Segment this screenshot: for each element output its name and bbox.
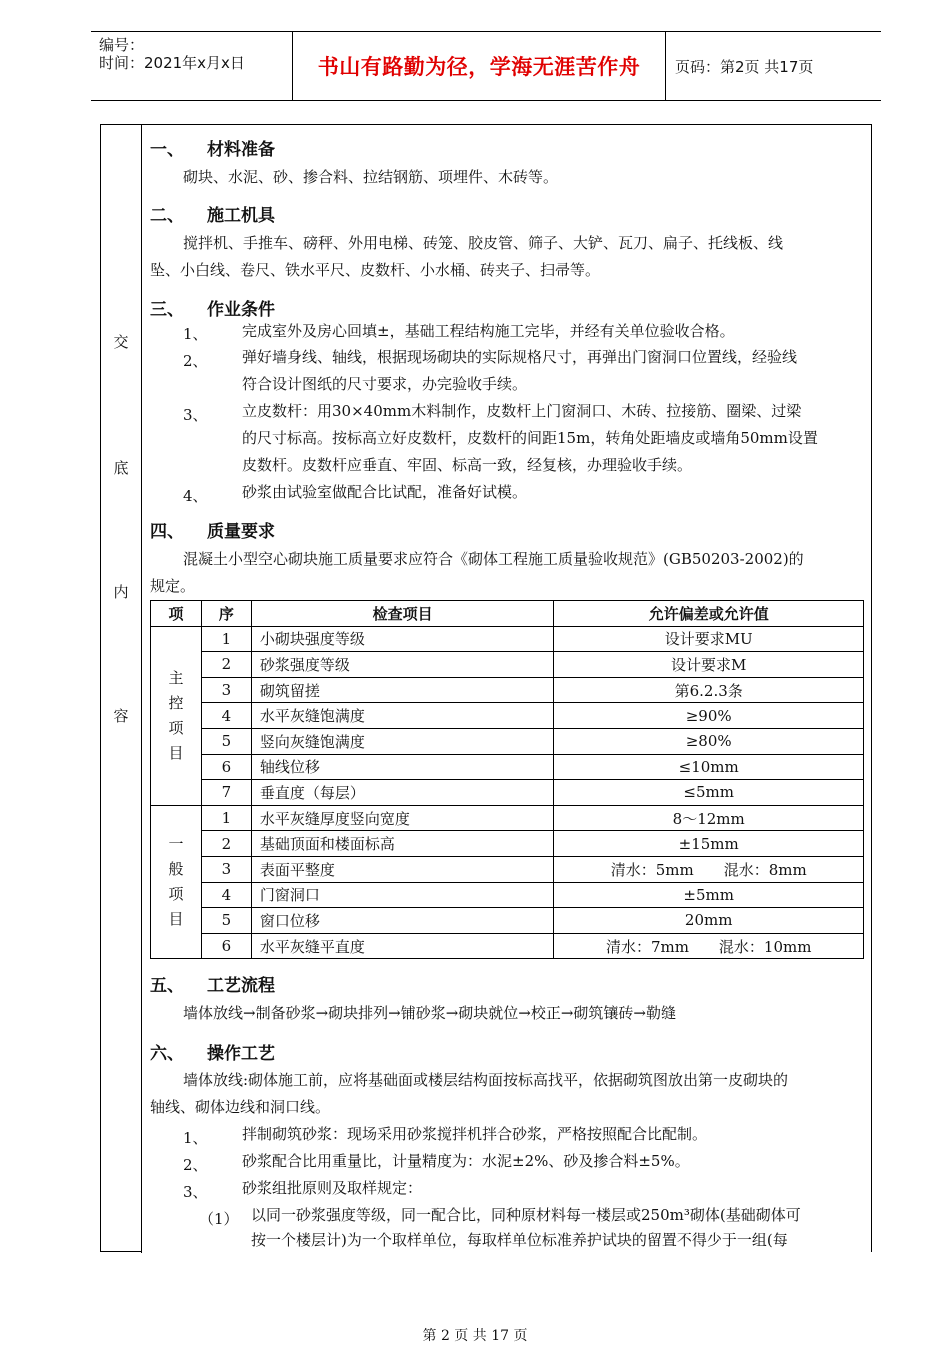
- row-no: 5: [201, 728, 251, 754]
- code-label: 编号：: [99, 36, 145, 54]
- row-item: 轴线位移: [251, 754, 554, 780]
- motto: 书山有路勤为径，学海无涯苦作舟: [317, 55, 641, 79]
- section-2-line-2: 坠、小白线、卷尺、铁水平尺、皮数杆、小水桶、砖夹子、扫帚等。: [150, 261, 601, 279]
- condition-1-line-1: 完成室外及房心回填±，基础工程结构施工完毕，并经有关单位验收合格。: [242, 322, 735, 340]
- quality-table: [150, 600, 864, 959]
- col-header-group: 项: [151, 601, 202, 627]
- section-heading-3: 三、 作业条件: [150, 300, 275, 320]
- row-item: 水平灰缝厚度竖向宽度: [251, 805, 554, 831]
- section-heading-5: 五、 工艺流程: [150, 976, 275, 996]
- table-row: [151, 856, 864, 882]
- col-header-item: 检查项目: [251, 601, 554, 627]
- row-item: 表面平整度: [251, 856, 554, 882]
- row-no: 6: [201, 933, 251, 959]
- section-4-line-2: 规定。: [150, 577, 196, 595]
- col-header-no: 序: [201, 601, 251, 627]
- row-item: 砌筑留搓: [251, 677, 554, 703]
- section-heading-4: 四、 质量要求: [150, 522, 275, 542]
- condition-num-3: 3、: [183, 406, 208, 424]
- section-1-text: 砌块、水泥、砂、掺合料、拉结钢筋、项埋件、木砖等。: [183, 168, 559, 186]
- row-value: 设计要求MU: [554, 626, 864, 652]
- group-main: 主控项目: [151, 626, 202, 805]
- row-value: ±5mm: [554, 882, 864, 908]
- table-row: [151, 780, 864, 806]
- table-row: [151, 831, 864, 857]
- process-1-text: 拌制砌筑砂浆：现场采用砂浆搅拌机拌合砂浆，严格按照配合比配制。: [242, 1125, 708, 1143]
- row-item: 基础顶面和楼面标高: [251, 831, 554, 857]
- row-no: 1: [201, 805, 251, 831]
- condition-4-line-1: 砂浆由试验室做配合比试配，准备好试模。: [242, 483, 528, 501]
- condition-num-4: 4、: [183, 487, 208, 505]
- table-row: [151, 626, 864, 652]
- row-no: 2: [201, 652, 251, 678]
- row-no: 3: [201, 856, 251, 882]
- col-header-value: 允许偏差或允许值: [554, 601, 864, 627]
- condition-2-line-2: 符合设计图纸的尺寸要求，办完验收手续。: [242, 375, 528, 393]
- page-info: 页码：第2页 共17页: [675, 57, 814, 76]
- row-no: 4: [201, 703, 251, 729]
- row-item: 水平灰缝平直度: [251, 933, 554, 959]
- process-2-text: 砂浆配合比用重量比，计量精度为：水泥±2%、砂及掺合料±5%。: [242, 1152, 690, 1170]
- sub-item-line-1: 以同一砂浆强度等级，同一配合比，同种原材料每一楼层或250m³砌体(基础砌体可: [251, 1206, 801, 1224]
- group-general: 一般项目: [151, 805, 202, 959]
- row-no: 6: [201, 754, 251, 780]
- row-no: 7: [201, 780, 251, 806]
- row-value: ≤5mm: [554, 780, 864, 806]
- row-no: 5: [201, 908, 251, 934]
- header-meta: [99, 36, 294, 72]
- side-label-3: 内: [113, 583, 129, 601]
- row-no: 2: [201, 831, 251, 857]
- table-row: [151, 728, 864, 754]
- section-6-line-2: 轴线、砌体边线和洞口线。: [150, 1098, 331, 1116]
- row-no: 3: [201, 677, 251, 703]
- section-2-line-1: 搅拌机、手推车、磅秤、外用电梯、砖笼、胶皮管、筛子、大铲、瓦刀、扁子、托线板、线: [183, 234, 784, 252]
- row-value: 清水：7mm 混水：10mm: [554, 933, 864, 959]
- condition-num-2: 2、: [183, 352, 208, 370]
- process-num-1: 1、: [183, 1129, 208, 1147]
- table-row: [151, 933, 864, 959]
- row-no: 4: [201, 882, 251, 908]
- sub-item-num: （1）: [199, 1210, 239, 1228]
- process-3-text: 砂浆组批原则及取样规定：: [242, 1179, 423, 1197]
- condition-num-1: 1、: [183, 325, 208, 343]
- row-value: 8～12mm: [554, 805, 864, 831]
- side-label-2: 底: [113, 459, 129, 477]
- row-item: 砂浆强度等级: [251, 652, 554, 678]
- row-no: 1: [201, 626, 251, 652]
- table-row: [151, 703, 864, 729]
- row-item: 垂直度（每层）: [251, 780, 554, 806]
- section-heading-2: 二、 施工机具: [150, 206, 275, 226]
- condition-3-line-3: 皮数杆。皮数杆应垂直、牢固、标高一致，经复核，办理验收手续。: [242, 456, 693, 474]
- row-value: 清水：5mm 混水：8mm: [554, 856, 864, 882]
- process-num-2: 2、: [183, 1156, 208, 1174]
- condition-2-line-1: 弹好墙身线、轴线，根据现场砌块的实际规格尺寸，再弹出门窗洞口位置线，经验线: [242, 348, 798, 366]
- row-item: 窗口位移: [251, 908, 554, 934]
- section-heading-1: 一、 材料准备: [150, 140, 275, 160]
- table-row: [151, 908, 864, 934]
- row-value: ±15mm: [554, 831, 864, 857]
- table-row: [151, 677, 864, 703]
- table-row: [151, 754, 864, 780]
- row-value: 第6.2.3条: [554, 677, 864, 703]
- document-header: [91, 31, 881, 101]
- process-num-3: 3、: [183, 1183, 208, 1201]
- condition-3-line-1: 立皮数杆：用30×40mm木料制作，皮数杆上门窗洞口、木砖、拉接筋、圈梁、过梁: [242, 402, 802, 420]
- table-row: [151, 882, 864, 908]
- row-value: ≥80%: [554, 728, 864, 754]
- section-5-text: 墙体放线→制备砂浆→砌块排列→铺砂浆→砌块就位→校正→砌筑镶砖→勒缝: [183, 1004, 676, 1022]
- side-label-4: 容: [113, 707, 129, 725]
- row-value: ≥90%: [554, 703, 864, 729]
- row-item: 水平灰缝饱满度: [251, 703, 554, 729]
- row-item: 小砌块强度等级: [251, 626, 554, 652]
- section-6-line-1: 墙体放线:砌体施工前，应将基础面或楼层结构面按标高找平，依据砌筑图放出第一皮砌块的: [183, 1071, 789, 1089]
- page-footer: 第 2 页 共 17 页: [422, 1328, 528, 1344]
- row-item: 竖向灰缝饱满度: [251, 728, 554, 754]
- sub-item-line-2: 按一个楼层计)为一个取样单位，每取样单位标准养护试块的留置不得少于一组(每: [251, 1231, 788, 1249]
- time-label: 时间：2021年x月x日: [99, 54, 245, 72]
- section-heading-6: 六、 操作工艺: [150, 1044, 275, 1064]
- row-value: 20mm: [554, 908, 864, 934]
- table-row: [151, 652, 864, 678]
- condition-3-line-2: 的尺寸标高。按标高立好皮数杆，皮数杆的间距15m，转角处距墙皮或墙角50mm设置: [242, 429, 818, 447]
- section-4-line-1: 混凝土小型空心砌块施工质量要求应符合《砌体工程施工质量验收规范》(GB50203-2002)的: [183, 550, 804, 568]
- side-label-1: 交: [113, 333, 129, 351]
- row-item: 门窗洞口: [251, 882, 554, 908]
- table-row: [151, 805, 864, 831]
- row-value: ≤10mm: [554, 754, 864, 780]
- row-value: 设计要求M: [554, 652, 864, 678]
- table-header-row: [151, 601, 864, 627]
